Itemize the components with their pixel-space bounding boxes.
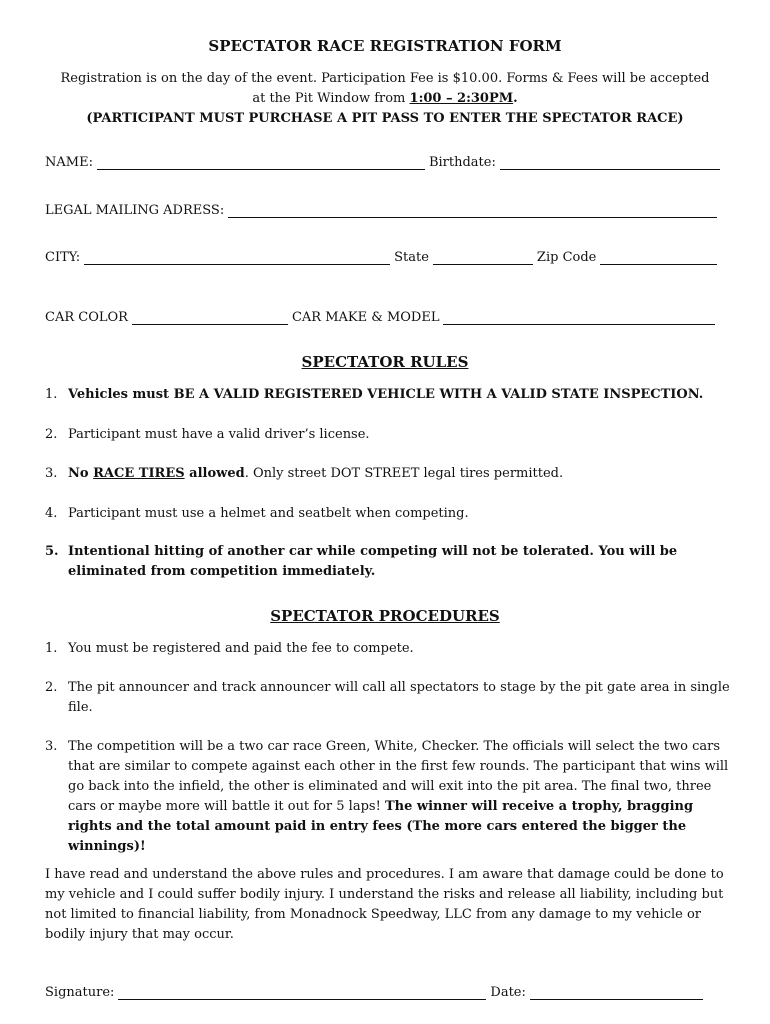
pit-window-time: 1:00 – 2:30PM [409, 91, 514, 106]
rule-item [45, 425, 730, 445]
rule-number: 3. [45, 466, 58, 481]
rule-item [45, 504, 730, 524]
car-color-field[interactable] [132, 310, 288, 325]
date-label: Date: [490, 985, 526, 1000]
rule-item [45, 385, 730, 405]
name-label: NAME: [45, 155, 93, 170]
procedure-number: 2. [45, 680, 58, 695]
rule-text: Participant must have a valid driver’s license. [68, 427, 370, 442]
procedure-item [45, 639, 730, 659]
procedure-number: 1. [45, 641, 58, 656]
birthdate-label: Birthdate: [428, 155, 496, 170]
procedure-text [68, 737, 730, 857]
procedure-item [45, 678, 730, 718]
car-row [45, 310, 715, 325]
city-field[interactable] [84, 250, 390, 265]
city-row [45, 250, 717, 265]
car-make-field[interactable] [443, 310, 715, 325]
state-field[interactable] [433, 250, 533, 265]
procedure-item [45, 737, 730, 857]
address-row [45, 203, 717, 218]
name-field[interactable] [97, 155, 425, 170]
procedure-text: You must be registered and paid the fee to compete. [68, 641, 414, 656]
address-field[interactable] [228, 203, 717, 218]
car-make-label: CAR MAKE & MODEL [291, 310, 440, 325]
intro-line-2 [40, 89, 730, 109]
procedure-text: The pit announcer and track announcer will call all spectators to stage by the pit gate area in single file. [68, 680, 730, 715]
name-row [45, 155, 720, 170]
zip-field[interactable] [600, 250, 717, 265]
intro-line-2-pre: at the Pit Window from [252, 91, 410, 106]
waiver-paragraph: I have read and understand the above rules and procedures. I am aware that damage could be done to my vehicle and I could suffer bodily injury. I understand the risks and release all liability, including but not limited to financial liability, from Monadnock Speedway, LLC from any damage to my vehicle or bodily injury that may occur. [45, 867, 724, 942]
procedure-number: 3. [45, 739, 58, 754]
rule-number: 1. [45, 387, 58, 402]
zip-label: Zip Code [536, 250, 597, 265]
procedure-text-regular: The competition will be a two car race Green, White, Checker. The officials will select the two cars that are similar to compete against each other in the first few rounds. The participant that wins will go back into the infield, the other is eliminated and will exit into the pit area. The final two, three cars or maybe more will battle it out for 5 laps! [68, 739, 729, 814]
date-field[interactable] [530, 985, 703, 1000]
rule-item [45, 464, 730, 484]
state-label: State [394, 250, 429, 265]
pit-pass-notice: (PARTICIPANT MUST PURCHASE A PIT PASS TO ENTER THE SPECTATOR RACE) [86, 111, 684, 126]
rule-text-pre: No [68, 466, 94, 481]
rules-heading: SPECTATOR RULES [301, 353, 469, 371]
intro-line-1: Registration is on the day of the event. Participation Fee is $10.00. Forms & Fees will be accepted [60, 71, 710, 86]
birthdate-field[interactable] [500, 155, 720, 170]
winner-prize-text: The winner will receive a trophy, bragging rights and the total amount paid in entry fees (The more cars entered the bigger the winnings)! [68, 799, 694, 854]
race-tires-emphasis: RACE TIRES [93, 466, 185, 481]
intro-text [40, 69, 730, 129]
signature-field[interactable] [118, 985, 486, 1000]
rule-text: Intentional hitting of another car while competing will not be tolerated. You will be eliminated from competition immediately. [68, 544, 678, 579]
rule-item [45, 542, 730, 582]
form-title: SPECTATOR RACE REGISTRATION FORM [208, 37, 562, 55]
rule-number: 5. [45, 544, 59, 559]
city-label: CITY: [45, 250, 81, 265]
rule-number: 4. [45, 506, 58, 521]
car-color-label: CAR COLOR [45, 310, 128, 325]
rule-text [68, 464, 730, 484]
rule-text-post: . Only street DOT STREET legal tires permitted. [244, 466, 564, 481]
rule-number: 2. [45, 427, 58, 442]
procedures-heading: SPECTATOR PROCEDURES [270, 607, 500, 625]
signature-label: Signature: [45, 985, 115, 1000]
signature-row [45, 985, 703, 1000]
rule-text: Vehicles must BE A VALID REGISTERED VEHICLE WITH A VALID STATE INSPECTION. [68, 387, 704, 402]
rule-text-mid: allowed [184, 466, 245, 481]
address-label: LEGAL MAILING ADRESS: [45, 203, 225, 218]
intro-line-2-post: . [513, 91, 518, 106]
rule-text: Participant must use a helmet and seatbelt when competing. [68, 506, 469, 521]
